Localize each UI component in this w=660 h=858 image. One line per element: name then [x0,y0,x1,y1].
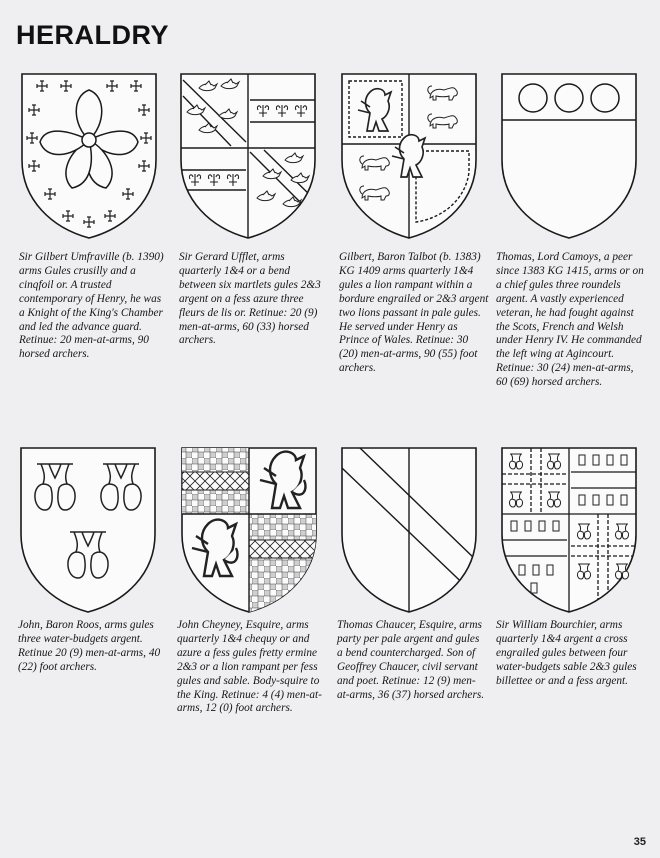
ufflet-shield-icon [179,72,317,240]
roos-shield-icon [19,446,157,614]
ufflet-caption: Sir Gerard Ufflet, arms quarterly 1&4 or a bend between six martlets gules 2&3 argent on a fess azure three fleurs de lis or. Retinue: 20 (9) men-at-arms, 60 (33) horsed archers. [179,251,321,347]
talbot-shield-icon [340,72,478,240]
talbot-caption: Gilbert, Baron Talbot (b. 1383) KG 1409 arms quarterly 1&4 gules a lion rampant within a bordure engrailed or 2&3 argent two lions passant in pale gules. He served under Henry as Prince of Wales. Retinue: 30 (20) men-at-arms, 90 (55) foot archers. [339,251,489,375]
chaucer-shield-icon [340,446,478,614]
chaucer-caption: Thomas Chaucer, Esquire, arms party per pale argent and gules a bend countercharged. Son of Geoffrey Chaucer, civil servant and poet. Retinue: 12 (9) men-at-arms, 36 (37) horsed archers. [337,619,485,701]
bourchier-caption: Sir William Bourchier, arms quarterly 1&4 argent a cross engrailed gules between four water-budgets sable 2&3 gules billettee or and a fess argent. [496,619,637,687]
cheyney-caption: John Cheyney, Esquire, arms quarterly 1&4 chequy or and azure a fess gules fretty ermine 2&3 or a lion rampant per fess gules and sable. Body-squire to the King. Retinue: 4 (4) men-at-arms, 12 (0) foot archers. [177,619,322,715]
umfraville-caption: Sir Gilbert Umfraville (b. 1390) arms Gules crusilly and a cinqfoil or. A trusted contemporary of Henry, he was a Knight of the King's Chamber and led the advance guard. Retinue: 20 men-at-arms, 90 horsed archers. [19,251,164,361]
camoys-shield-icon [500,72,638,240]
cheyney-shield-icon [180,446,318,614]
umfraville-shield-icon [20,72,158,240]
camoys-caption: Thomas, Lord Camoys, a peer since 1383 KG 1415, arms or on a chief gules three roundels argent. A vastly experienced veteran, he had fought against the Scots, French and Welsh under Henry IV. He commanded the left wing at Agincourt. Retinue: 30 (24) men-at-arms, 60 (69) horsed archers. [496,251,644,389]
page-number: 35 [633,836,646,848]
page-title: HERALDRY [16,20,170,50]
roos-caption: John, Baron Roos, arms gules three water-budgets argent. Retinue 20 (9) men-at-arms, 40 (22) foot archers. [18,619,161,673]
bourchier-shield-icon [500,446,638,614]
